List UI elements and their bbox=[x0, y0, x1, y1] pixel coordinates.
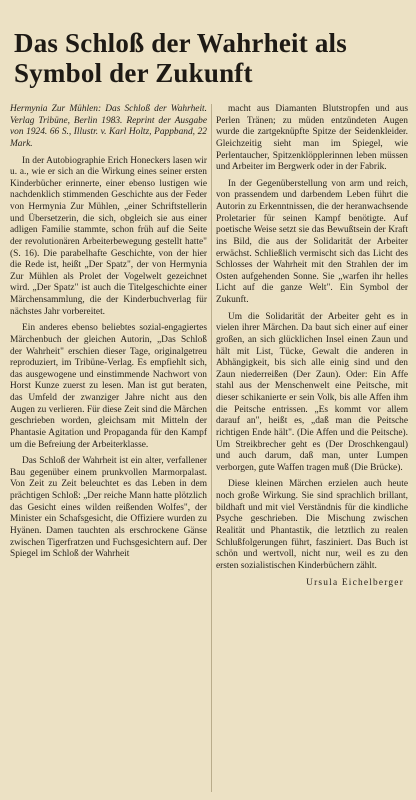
author-signature: Ursula Eichelberger bbox=[306, 578, 404, 589]
body-paragraph: Diese kleinen Märchen erzielen auch heute noch große Wirkung. Sie sind sprachlich brillant, bildhaft und mit viel Verständnis für die kindliche Psyche geschrieben. Die Mischung zwischen Realität und Phantastik, die letztlich zu realen Schlußfolgerungen führt, fasziniert. Das Buch ist schön und wertvoll, nicht nur, weil es zu den ersten sozialistischen Kinderbüchern zählt. bbox=[216, 479, 408, 571]
body-paragraph: macht aus Diamanten Blutstropfen und aus Perlen Tränen; zu müden entzündeten Augen wurde die zartgeknüpfte Spitze der Seidenkleider. Gleichzeitig sieht man im Spiegel, wie Perlentaucher, Spitzenklöpplerinnen leben müssen und Arbeiter im Bergwerk oder in der Fabrik. bbox=[216, 104, 408, 173]
body-paragraph: Das Schloß der Wahrheit ist ein alter, verfallener Bau gegenüber einem prunkvollen Marmorpalast. Von Zeit zu Zeit beleuchtet es das Leben in dem prächtigen Schloß: „Der reiche Mann hatte plötzlich das Gesicht eines wilden reißenden Wolfes", der Minister ein Schafsgesicht, die Offiziere wurden zu Hyänen. Damen tauchten als erschrockene Gänse zwischen Tigerfratzen und Fuchsgesichtern auf. Der Spiegel im Schloß der Wahrheit bbox=[10, 456, 207, 560]
body-paragraph: Um die Solidarität der Arbeiter geht es in vielen ihrer Märchen. Da baut sich einer auf einer großen, an sich glücklichen Insel einen Zaun und hält mit List, Tücke, Gewalt die anderen in Abhängigkeit, bis sich alle einig sind und den Zaun niederreißen (Der Zaun). Oder: Ein Affe stahl aus der Menschenwelt eine Peitsche, mit dieser schikanierte er sein Volk, bis alle Affen ihm die Peitsche entrissen. „Es kommt vor allem darauf an", heißt es, „daß man die Peitsche richtigen Ende hält". (Die Affen und die Peitsche). Um Streikbrecher geht es (Der Droschkengaul) und auch darum, daß man, unter Lumpen verborgen, gute Waffen tragen muß (Die Brücke). bbox=[216, 311, 408, 473]
body-paragraph: Ein anderes ebenso beliebtes sozial-engagiertes Märchenbuch der gleichen Autorin, „Das Schloß der Wahrheit" erschien dieser Tage, originalgetreu reproduziert, im Tribüne-Verlag. Es empfiehlt sich, das ausgewogene und einstimmende Nachwort von Horst Kunze zuerst zu lesen. Man ist gut beraten, das Umfeld der zwanziger Jahre nicht aus den Augen zu verlieren. Für diese Zeit sind die Märchen geschrieben worden, gleichsam mit Mitteln der Phantasie Agitation und Propaganda für den Kampf um die Befreiung der Arbeiterklasse. bbox=[10, 323, 207, 450]
book-bibliography: Hermynia Zur Mühlen: Das Schloß der Wahrheit. Verlag Tribüne, Berlin 1983. Reprint der Ausgabe von 1924. 66 S., Illustr. v. Karl Holtz, Pappband, 22 Mark. bbox=[10, 104, 207, 149]
body-paragraph: In der Gegenüberstellung von arm und reich, von prassendem und darbendem Leben führt die Autorin zu Erkenntnissen, die der heranwachsende Proletarier für seinen Kampf benötigte. Auf poetische Weise setzt sie das Bewußtsein der Kraft ins Bild, die aus der Solidarität der Arbeiter erwächst. Schließlich vermischt sich das Licht des Schlosses der Wahrheit mit den Strahlen der im Osten aufgehenden Sonne. Sie „warfen ihr helles Licht auf die ganze Welt". Ein Symbol der Zukunft. bbox=[216, 178, 408, 305]
article-headline: Das Schloß der Wahrheit als Symbol der Zukunft bbox=[14, 28, 347, 89]
body-paragraph: In der Autobiographie Erich Honeckers lasen wir u. a., wie er sich an die Wirkung eines seiner ersten Kinderbücher erinnerte, einer ebenso lustigen wie nachdenklich stimmenden Geschichte aus der Feder von Hermynia Zur Mühlen, „einer Schriftstellerin und Übersetzerin, die sich, obgleich sie aus einer adligen Familie stammte, schon früh auf die Seite der revolutionären Arbeiterbewegung gestellt hatte" (S. 16). Die parabelhafte Geschichte, von der hier die Rede ist, heißt „Der Spatz", der von Hermynia Zur Mühlen als Prolet der Vogelwelt gezeichnet wird. „Der Spatz" ist auch die Titelgeschichte einer Märchensammlung, die der Kinderbuchverlag für nächstes Jahr vorbereitet. bbox=[10, 155, 207, 317]
article-column-left bbox=[10, 104, 207, 561]
article-column-right bbox=[216, 104, 408, 590]
column-divider bbox=[211, 104, 212, 792]
